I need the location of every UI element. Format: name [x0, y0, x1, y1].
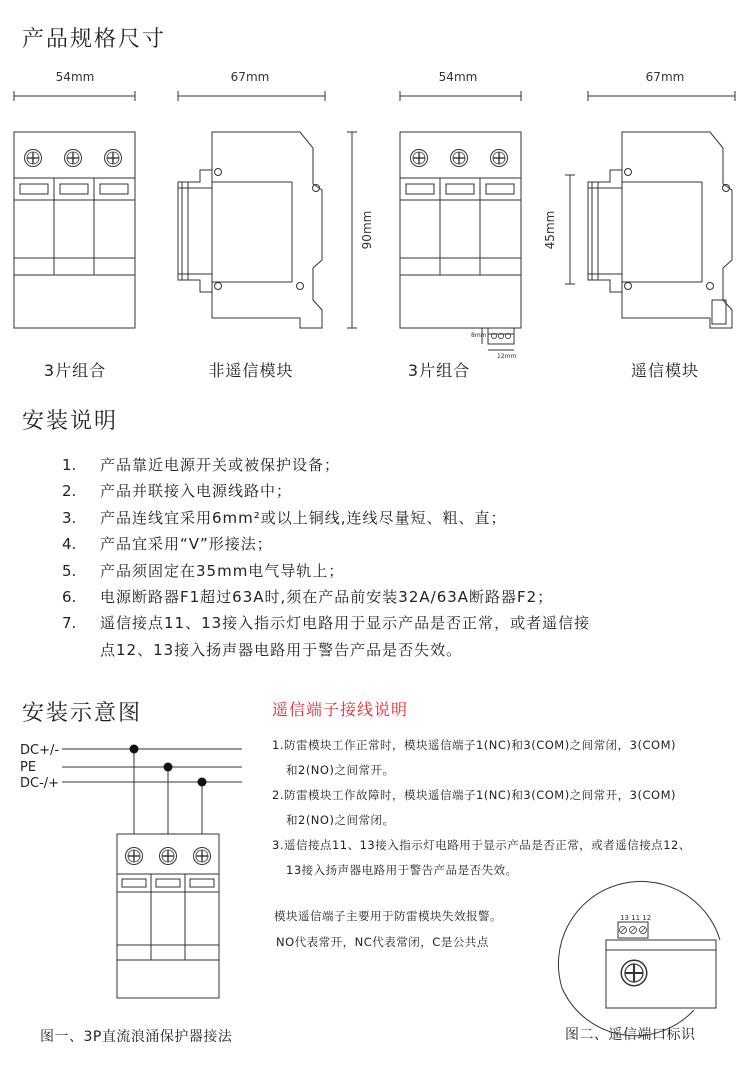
- side-view-remote: [588, 132, 732, 328]
- dim-line-1: [14, 91, 135, 101]
- dim-line-45: [565, 175, 575, 284]
- dim-terminal-width: 12mm: [497, 353, 517, 360]
- dim-width-1: 54mm: [55, 70, 95, 84]
- list-item: 4. 产品宜采用“V”形接法；: [62, 535, 273, 554]
- remote-lines: 1.防雷模块工作正常时，模块遥信端子1(NC)和3(COM)之间常闭，3(COM) 和2(NO)之间常开。 2.防雷模块工作故障时，模块遥信端子1(NC)和3(COM)之间常开，3(COM) 和2(NO)之间常闭。 3.遥信接点11、13接入指示灯电路用于显示产品是否正常，或者遥信接点12、 13接入扬声器电路用于警告产品是否失效。: [272, 738, 691, 877]
- list-item: 3. 产品连线宜采用6mm²或以上铜线,连线尽量短、粗、直；: [62, 508, 507, 527]
- wire-label-dc-minus: DC-/+: [20, 776, 60, 791]
- install-title: 安装说明: [22, 409, 119, 434]
- list-item: 6. 电源断路器F1超过63A时,须在产品前安装32A/63A断路器F2；: [62, 588, 554, 607]
- dim-terminal-height: 8mm: [471, 332, 487, 339]
- figure2-caption: 图二、遥信端口标识: [565, 1027, 696, 1043]
- list-item: 2. 产品并联接入电源线路中；: [62, 482, 293, 501]
- caption-non-remote: 非遥信模块: [208, 361, 294, 380]
- remote-title: 遥信端子接线说明: [272, 700, 409, 719]
- junction-dot: [130, 745, 139, 754]
- dim-line-2: [178, 91, 325, 101]
- caption-3-piece-2: 3片组合: [407, 361, 471, 380]
- junction-dot: [198, 778, 207, 787]
- wire-label-dc-plus: DC+/-: [20, 743, 60, 758]
- caption-3-piece-1: 3片组合: [43, 361, 107, 380]
- terminal-block: [491, 333, 646, 933]
- figure1-caption: 图一、3P直流浪涌保护器接法: [40, 1029, 233, 1045]
- dim-line-90: [347, 132, 357, 328]
- junction-dot: [164, 763, 173, 772]
- dim-height-90: 90mm: [360, 210, 374, 250]
- diagram-title: 安装示意图: [22, 701, 143, 726]
- spec-title: 产品规格尺寸: [22, 27, 167, 52]
- dim-width-4: 67mm: [645, 70, 685, 84]
- remote-port-detail: [558, 881, 720, 1035]
- wire-label-pe: PE: [20, 760, 37, 775]
- list-item-continuation: 点12、13接入扬声器电路用于警告产品是否失效。: [100, 640, 463, 659]
- list-item: 5. 产品须固定在35mm电气导轨上；: [62, 561, 345, 580]
- dim-line-4: [588, 91, 735, 101]
- side-view-non-remote: [178, 132, 322, 328]
- remote-note-2: NO代表常开，NC代表常闭，C是公共点: [276, 935, 489, 949]
- dim-width-2: 67mm: [230, 70, 270, 84]
- caption-remote: 遥信模块: [630, 361, 699, 380]
- wiring-lines: [62, 749, 242, 834]
- dim-line-3: [400, 91, 521, 101]
- dim-height-45: 45mm: [543, 210, 557, 250]
- list-item: 7. 遥信接点11、13接入指示灯电路用于显示产品是否正常，或者遥信接: [62, 614, 591, 633]
- dim-width-3: 54mm: [438, 70, 478, 84]
- terminal-numbers: 13 11 12: [620, 914, 652, 922]
- list-item: 1. 产品靠近电源开关或被保护设备；: [62, 456, 341, 474]
- remote-note-1: 模块遥信端子主要用于防雷模块失效报警。: [274, 909, 502, 923]
